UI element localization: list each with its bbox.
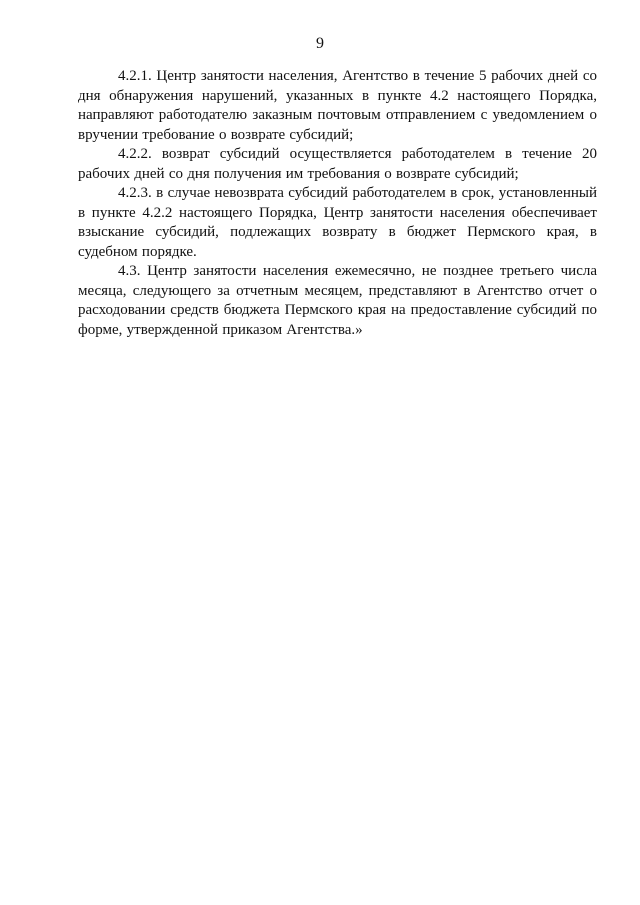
paragraph-4-2-3: 4.2.3. в случае невозврата субсидий работодателем в срок, установленный в пункте 4.2.2 настоящего Порядка, Центр занятости населения обеспечивает взыскание субсидий, подлежащих возврату в бюджет Пермского края, в судебном порядке. — [78, 185, 597, 260]
paragraph-4-3: 4.3. Центр занятости населения ежемесячно, не позднее третьего числа месяца, следующего за отчетным месяцем, представляют в Агентство отчет о расходовании средств бюджета Пермского края на предоставление субсидий по форме, утвержденной приказом Агентства.» — [78, 263, 597, 338]
page-number: 9 — [316, 35, 324, 52]
paragraph-4-2-2: 4.2.2. возврат субсидий осуществляется работодателем в течение 20 рабочих дней со дня получения им требования о возврате субсидий; — [78, 146, 597, 182]
document-body — [78, 67, 597, 340]
paragraph-4-2-1: 4.2.1. Центр занятости населения, Агентство в течение 5 рабочих дней со дня обнаружения нарушений, указанных в пункте 4.2 настоящего Порядка, направляют работодателю заказным почтовым отправлением с уведомлением о вручении требование о возврате субсидий; — [78, 68, 597, 143]
